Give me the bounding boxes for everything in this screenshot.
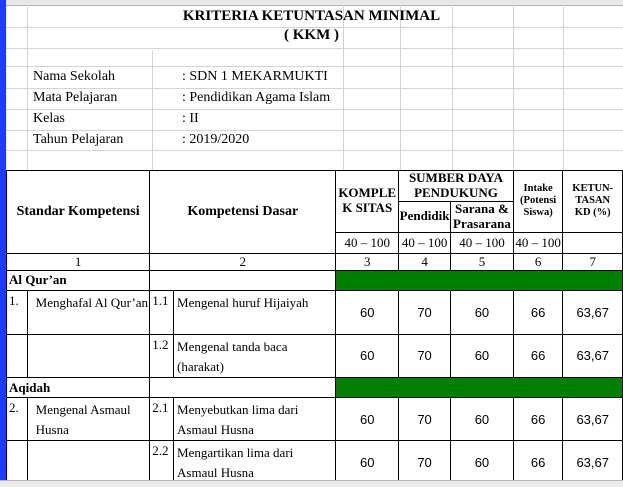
- value-kelas: : II: [182, 111, 199, 126]
- gridline: [6, 130, 623, 131]
- value-nama-sekolah: : SDN 1 MEKARMUKTI: [182, 69, 328, 84]
- gridline: [6, 88, 623, 89]
- value-intake: 66: [513, 290, 563, 334]
- value-mata-pelajaran: : Pendidikan Agama Islam: [182, 90, 331, 105]
- kkm-table: [6, 170, 623, 485]
- value-sarana: 60: [451, 441, 514, 485]
- header-intake: Intake (Potensi Siswa): [513, 171, 563, 233]
- label-nama-sekolah: Nama Sekolah: [33, 69, 116, 84]
- header-pendidik: Pendidik: [399, 201, 451, 232]
- value-ketuntasan: 63,67: [563, 398, 623, 441]
- gridline: [152, 50, 153, 170]
- doc-subtitle: ( KKM ): [284, 27, 339, 43]
- range-pendidik: 40 – 100: [399, 232, 451, 253]
- kd-text: Mengartikan lima dari Asmaul Husna: [174, 441, 336, 485]
- value-pendidik: 70: [399, 334, 451, 377]
- col-number-3: 3: [336, 253, 399, 270]
- value-intake: 66: [513, 441, 563, 485]
- col-number-6: 6: [513, 253, 563, 270]
- section-blank: [150, 378, 336, 398]
- col-number-7: 7: [563, 253, 623, 270]
- value-ketuntasan: 63,67: [563, 334, 623, 377]
- value-pendidik: 70: [399, 290, 451, 334]
- value-kompleksitas: 60: [336, 441, 399, 485]
- kd-number: 1.1: [150, 290, 174, 334]
- sk-text: [27, 441, 150, 485]
- label-tahun-pelajaran: Tahun Pelajaran: [33, 132, 124, 147]
- value-sarana: 60: [451, 398, 514, 441]
- kd-text: Mengenal tanda baca (harakat): [174, 334, 336, 377]
- sk-text: [27, 334, 150, 377]
- range-empty: [563, 232, 623, 253]
- col-number-5: 5: [451, 253, 514, 270]
- range-intake: 40 – 100: [513, 232, 563, 253]
- sk-text: Mengenal Asmaul Husna: [27, 398, 150, 441]
- gridline: [6, 66, 623, 67]
- top-toolbar-strip: [0, 0, 623, 6]
- kd-text: Menyebutkan lima dari Asmaul Husna: [174, 398, 336, 441]
- gridline: [6, 109, 623, 110]
- kd-number: 2.1: [150, 398, 174, 441]
- value-pendidik: 70: [399, 441, 451, 485]
- range-kompleksitas: 40 – 100: [336, 232, 399, 253]
- value-ketuntasan: 63,67: [563, 441, 623, 485]
- header-standar-kompetensi: Standar Kompetensi: [7, 171, 150, 254]
- gridline: [6, 150, 623, 151]
- section-title-alquran: Al Qur’an: [7, 270, 150, 290]
- section-fill-bar: [336, 270, 623, 290]
- gridline: [6, 48, 623, 49]
- sk-number: 1.: [7, 290, 28, 334]
- header-kompleksitas: KOMPLE K SITAS: [336, 171, 399, 233]
- value-sarana: 60: [451, 290, 514, 334]
- col-number-1: 1: [7, 253, 150, 270]
- header-sumber-daya: SUMBER DAYA PENDUKUNG: [399, 171, 514, 202]
- sk-number: [7, 334, 28, 377]
- header-kompetensi-dasar: Kompetensi Dasar: [150, 171, 336, 254]
- value-kompleksitas: 60: [336, 290, 399, 334]
- section-blank: [150, 270, 336, 290]
- section-title-aqidah: Aqidah: [7, 378, 150, 398]
- sk-number: [7, 441, 28, 485]
- sk-number: 2.: [7, 398, 28, 441]
- doc-title: KRITERIA KETUNTASAN MINIMAL: [182, 8, 441, 24]
- kd-text: Mengenal huruf Hijaiyah: [174, 290, 336, 334]
- col-number-4: 4: [399, 253, 451, 270]
- value-ketuntasan: 63,67: [563, 290, 623, 334]
- value-intake: 66: [513, 334, 563, 377]
- value-tahun-pelajaran: : 2019/2020: [182, 132, 250, 147]
- value-kompleksitas: 60: [336, 334, 399, 377]
- kd-number: 1.2: [150, 334, 174, 377]
- range-sarana: 40 – 100: [451, 232, 514, 253]
- col-number-2: 2: [150, 253, 336, 270]
- sk-text: Menghafal Al Qur’an: [27, 290, 150, 334]
- kd-number: 2.2: [150, 441, 174, 485]
- label-kelas: Kelas: [33, 111, 65, 126]
- header-ketuntasan: KETUN-TASAN KD (%): [563, 171, 623, 233]
- value-pendidik: 70: [399, 398, 451, 441]
- label-mata-pelajaran: Mata Pelajaran: [33, 90, 118, 105]
- section-fill-bar: [336, 378, 623, 398]
- value-sarana: 60: [451, 334, 514, 377]
- value-kompleksitas: 60: [336, 398, 399, 441]
- header-sarana: Sarana & Prasarana: [451, 201, 514, 232]
- value-intake: 66: [513, 398, 563, 441]
